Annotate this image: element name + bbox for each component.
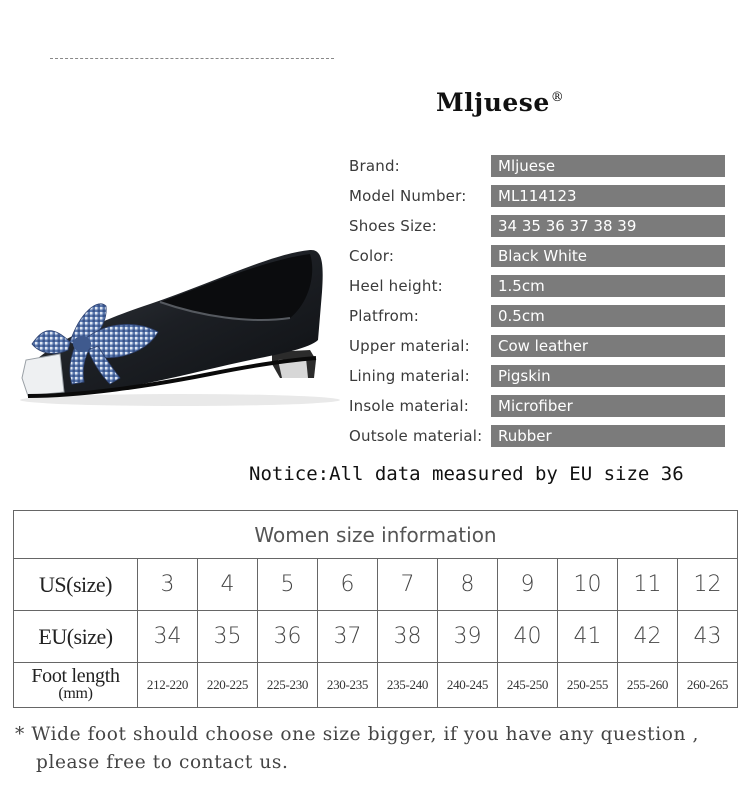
us-size-cell: 7 xyxy=(378,559,438,611)
spec-value: 0.5cm xyxy=(491,305,725,327)
foot-length-cell: 245-250 xyxy=(498,663,558,708)
spec-value: Black White xyxy=(491,245,725,267)
footnote-line2: please free to contact us. xyxy=(36,752,289,773)
spec-row-upper-material xyxy=(349,334,727,364)
foot-length-cell: 212-220 xyxy=(138,663,198,708)
foot-length-cell: 260-265 xyxy=(678,663,738,708)
spec-table xyxy=(349,154,727,454)
foot-length-cell: 220-225 xyxy=(198,663,258,708)
us-size-cell: 10 xyxy=(558,559,618,611)
spec-row-color xyxy=(349,244,727,274)
foot-length-cell: 240-245 xyxy=(438,663,498,708)
foot-length-cell: 250-255 xyxy=(558,663,618,708)
us-size-cell: 11 xyxy=(618,559,678,611)
spec-value: 34 35 36 37 38 39 xyxy=(491,215,725,237)
spec-value: Rubber xyxy=(491,425,725,447)
spec-row-shoes-size xyxy=(349,214,727,244)
spec-row-outsole-material xyxy=(349,424,727,454)
spec-label: Upper material: xyxy=(349,337,470,355)
spec-row-heel-height xyxy=(349,274,727,304)
spec-label: Model Number: xyxy=(349,187,467,205)
decorative-dashed-line xyxy=(50,58,334,59)
table-row-us-size xyxy=(14,559,738,611)
us-size-cell: 12 xyxy=(678,559,738,611)
foot-length-cell: 225-230 xyxy=(258,663,318,708)
spec-label: Outsole material: xyxy=(349,427,483,445)
foot-length-cell: 235-240 xyxy=(378,663,438,708)
eu-size-cell: 42 xyxy=(618,611,678,663)
row-header-foot-length xyxy=(14,663,138,708)
spec-row-platform xyxy=(349,304,727,334)
size-chart-caption: Women size information xyxy=(14,511,738,559)
size-chart-table xyxy=(13,510,738,708)
spec-label: Platfrom: xyxy=(349,307,420,325)
eu-size-cell: 35 xyxy=(198,611,258,663)
eu-size-cell: 36 xyxy=(258,611,318,663)
row-header-eu: EU(size) xyxy=(14,611,138,663)
spec-value: ML114123 xyxy=(491,185,725,207)
spec-value: 1.5cm xyxy=(491,275,725,297)
eu-size-cell: 34 xyxy=(138,611,198,663)
us-size-cell: 6 xyxy=(318,559,378,611)
foot-length-cell: 230-235 xyxy=(318,663,378,708)
us-size-cell: 3 xyxy=(138,559,198,611)
eu-size-cell: 38 xyxy=(378,611,438,663)
eu-size-cell: 37 xyxy=(318,611,378,663)
spec-label: Insole material: xyxy=(349,397,469,415)
eu-size-cell: 39 xyxy=(438,611,498,663)
footnote-line1: * Wide foot should choose one size bigger, if you have any question , xyxy=(15,724,699,745)
notice-text: Notice:All data measured by EU size 36 xyxy=(249,463,684,485)
spec-value: Microfiber xyxy=(491,395,725,417)
spec-label: Heel height: xyxy=(349,277,443,295)
spec-row-lining-material xyxy=(349,364,727,394)
spec-value: Mljuese xyxy=(491,155,725,177)
eu-size-cell: 40 xyxy=(498,611,558,663)
spec-label: Lining material: xyxy=(349,367,470,385)
foot-length-unit: (mm) xyxy=(58,685,93,702)
us-size-cell: 5 xyxy=(258,559,318,611)
brand-logo: Mljuese® xyxy=(436,88,565,117)
row-header-us: US(size) xyxy=(14,559,138,611)
table-row-foot-length xyxy=(14,663,738,708)
us-size-cell: 8 xyxy=(438,559,498,611)
spec-label: Color: xyxy=(349,247,395,265)
foot-length-label: Foot length xyxy=(31,665,120,687)
spec-label: Shoes Size: xyxy=(349,217,438,235)
eu-size-cell: 43 xyxy=(678,611,738,663)
foot-length-cell: 255-260 xyxy=(618,663,678,708)
spec-value: Cow leather xyxy=(491,335,725,357)
spec-row-model-number xyxy=(349,184,727,214)
spec-row-brand xyxy=(349,154,727,184)
shoe-image xyxy=(10,232,340,422)
spec-value: Pigskin xyxy=(491,365,725,387)
footnote xyxy=(15,721,745,777)
us-size-cell: 4 xyxy=(198,559,258,611)
eu-size-cell: 41 xyxy=(558,611,618,663)
spec-label: Brand: xyxy=(349,157,400,175)
table-row-eu-size xyxy=(14,611,738,663)
us-size-cell: 9 xyxy=(498,559,558,611)
spec-row-insole-material xyxy=(349,394,727,424)
